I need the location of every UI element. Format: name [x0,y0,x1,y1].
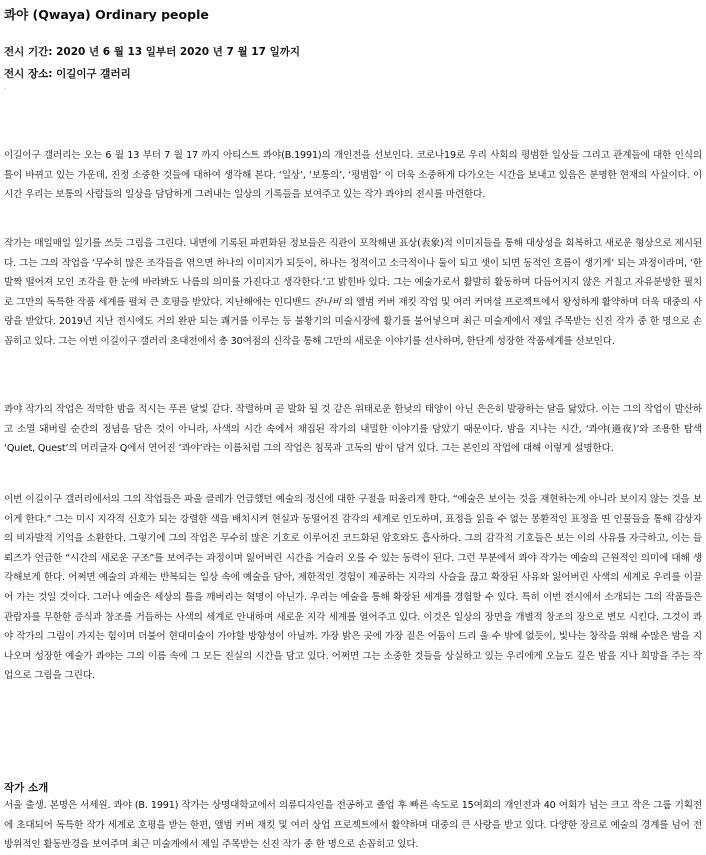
text-segment: 작가는 매일매일 일기를 쓰듯 그림을 그린다. 내면에 기록된 파편화된 정보들은 직관이 포착해낸 표상(表象)적 이미지들을 통해 대상성을 회복하고 새로운 형상으로 제시된다. 그는 그의 작업을 ‘무수히 많은 조각들을 엮으면 하나의 이미지가 되듯이, 하나는 정적이고 소극적이나 둘이 되고 셋이 되면 동적인 흐름이 생기게’ 되는 과정이라며, ‘한 발짝 떨어져 모인 조각을 한 눈에 바라봐도 나름의 의미를 가진다고 생각한다.’고 밝힌바 있다. 그는 예술가로서 활발히 활동하며 다듬어지지 않은 거칠고 자유분방한 필치로 그만의 독특한 작품 세계를 펼쳐 큰 호평을 받았다. 지난해에는 인디밴드 [4,238,702,308]
exhibition-period: 전시 기간: 2020 년 6 월 13 일부터 2020 년 7 월 17 일까지 [4,46,301,58]
artist-bio: 서울 출생. 본명은 서세원. 콰야 (B. 1991) 작가는 상명대학교에서 의류디자인을 전공하고 졸업 후 빠른 속도로 15여회의 개인전과 40 여회가 넘는 크고 작은 그룹 기획전에 초대되어 독특한 작가 세계로 호평을 받는 한편, 앨범 커버 재킷 및 여러 상업 프로젝트에서 활약하며 대중의 큰 사랑을 받고 있다. 다양한 장르로 예술의 경계를 넘어 전방위적인 활동반경을 보여주며 최근 미술계에서 제일 주목받는 신진 작가 중 한 명으로 손꼽히고 있다. [4,800,702,851]
text-segment: 의 앨범 커버 재킷 작업 및 여러 커머셜 프로젝트에서 왕성하게 활약하며 더욱 대중의 사랑을 받았다. 2019년 지난 전시에도 거의 완판 되는 쾌거를 이루는 등 불황기의 미술시장에 활기를 불어넣으며 최근 미술계에서 제일 주목받는 신진 작가 중 한 명으로 손꼽히고 있다. 그는 이번 이길이구 갤러리 초대전에서 총 30여점의 신작을 통해 그만의 새로운 이야기를 선사하며, 한단계 성장한 작품세계를 선보인다. [4,296,702,347]
text-segment: 콰야 작가의 작업은 적막한 밤을 적시는 푸른 달빛 같다. 작렬하며 곧 발화 될 것 같은 위태로운 한낮의 태양이 아닌 은은히 발광하는 달을 닮았다. 이는 그의 작업이 발산하고 소멸 돼버릴 순간의 정념을 담은 것이 아니라, 사색의 시간 속에서 채집된 작가의 내밀한 이야기를 담았기 때문이다. 밤을 지나는 시간, ‘콰야(過夜)’와 조용한 탐색 ‘Quiet, Quest’의 머리글자 Q에서 연어진 ‘콰야’라는 이름처럼 그의 작업은 침묵과 고독의 밤이 담겨 있다. 그는 본인의 작업에 대해 이렇게 설명한다. [4,404,702,455]
separator-dot: · [4,86,6,93]
paragraph-night-theme [4,400,702,459]
page-title: 콰야 (Qwaya) Ordinary people [4,7,209,22]
text-segment: 이길이구 갤러리는 오는 6 월 13 부터 7 월 17 까지 아티스트 콰야(B.1991)의 개인전을 선보인다. 코로나19로 우리 사회의 평범한 일상들 그리고 관계들에 대한 인식의 틀이 바뀌고 있는 가운데, 진정 소중한 것들에 대하여 생각해 본다. ‘일상’, ‘보통의’, ‘평범함’ 이 더욱 소중하게 다가오는 시간을 보내고 있음은 분명한 현재의 사실이다. 이 시간 우리는 보통의 사람들의 일상을 담담하게 그려내는 일상의 기록들을 보여주고 있는 작가 콰야의 전시를 마련한다. [4,150,702,201]
paragraph-artist-practice [4,234,702,352]
artist-intro-heading: 작가 소개 [4,782,49,794]
text-segment: 이번 이길이구 갤러리에서의 그의 작업들은 파울 클레가 언급했던 예술의 정신에 대한 구절을 떠올리게 한다. “예술은 보이는 것을 재현하는게 아니라 보이지 않는 것을 보이게 한다.” 그는 미시 지각적 신호가 되는 강렬한 색을 배치시켜 현실과 동떨어진 감각의 세계로 인도하며, 표정을 읽을 수 없는 몽환적인 표정을 띤 인물들을 통해 감상자의 비자발적 기억을 소환한다. 그렇기에 그의 작업은 무수히 많은 기호로 이루어진 코드화된 암호와도 흡사하다. 그의 감각적 기호들은 보는 이의 사유를 자극하고, 이는 들뢰즈가 언급한 “시간의 새로운 구조”를 보여주는 과정이며 잃어버린 시간을 거슬러 오를 수 있는 동력이 된다. 그런 부분에서 콰야 작가는 예술의 근원적인 의미에 대해 생각해보게 한다. 어쩌면 예술의 과제는 반복되는 일상 속에 예술을 담아, 제한적인 경험이 제공하는 지각의 사슬을 끊고 확장된 사유와 잃어버린 사색의 세계로 우리를 이끌어 가는 것일 것이다. 그러나 예술은 세상의 틀을 깨버리는 혁명이 아닌가. 우리는 예술을 통해 확장된 세계를 경험할 수 있다. 특히 이번 전시에서 소개되는 그의 작품들은 관람자를 무한한 증식과 창조를 거듭하는 사색의 세계로 안내하며 새로운 지각 세계를 열어주고 있다. 이것은 일상의 장면을 개별적 창조의 장으로 변모 시킨다. 그것이 콰야 작가의 그림이 가지는 힘이며 더불어 현대미술이 가야할 방향성이 아닐까. 가장 밝은 곳에 가장 짙은 어둠이 드리 울 수 밖에 없듯이, 빛나는 창작을 위해 수많은 밤을 지나오며 성장한 예술가 콰야는 그의 이름 속에 그 모든 진실의 시간을 담고 있다. 어쩌면 그는 소중한 것들을 상실하고 있는 우리에게 오늘도 깊은 밤을 지나 희망을 주는 작업으로 그림을 그린다. [4,494,702,682]
paragraph-art-meaning [4,490,702,686]
paragraph-intro [4,146,702,205]
italic-text: 잔나비 [313,296,341,308]
exhibition-venue: 전시 장소: 이길이구 갤러리 [4,68,131,80]
